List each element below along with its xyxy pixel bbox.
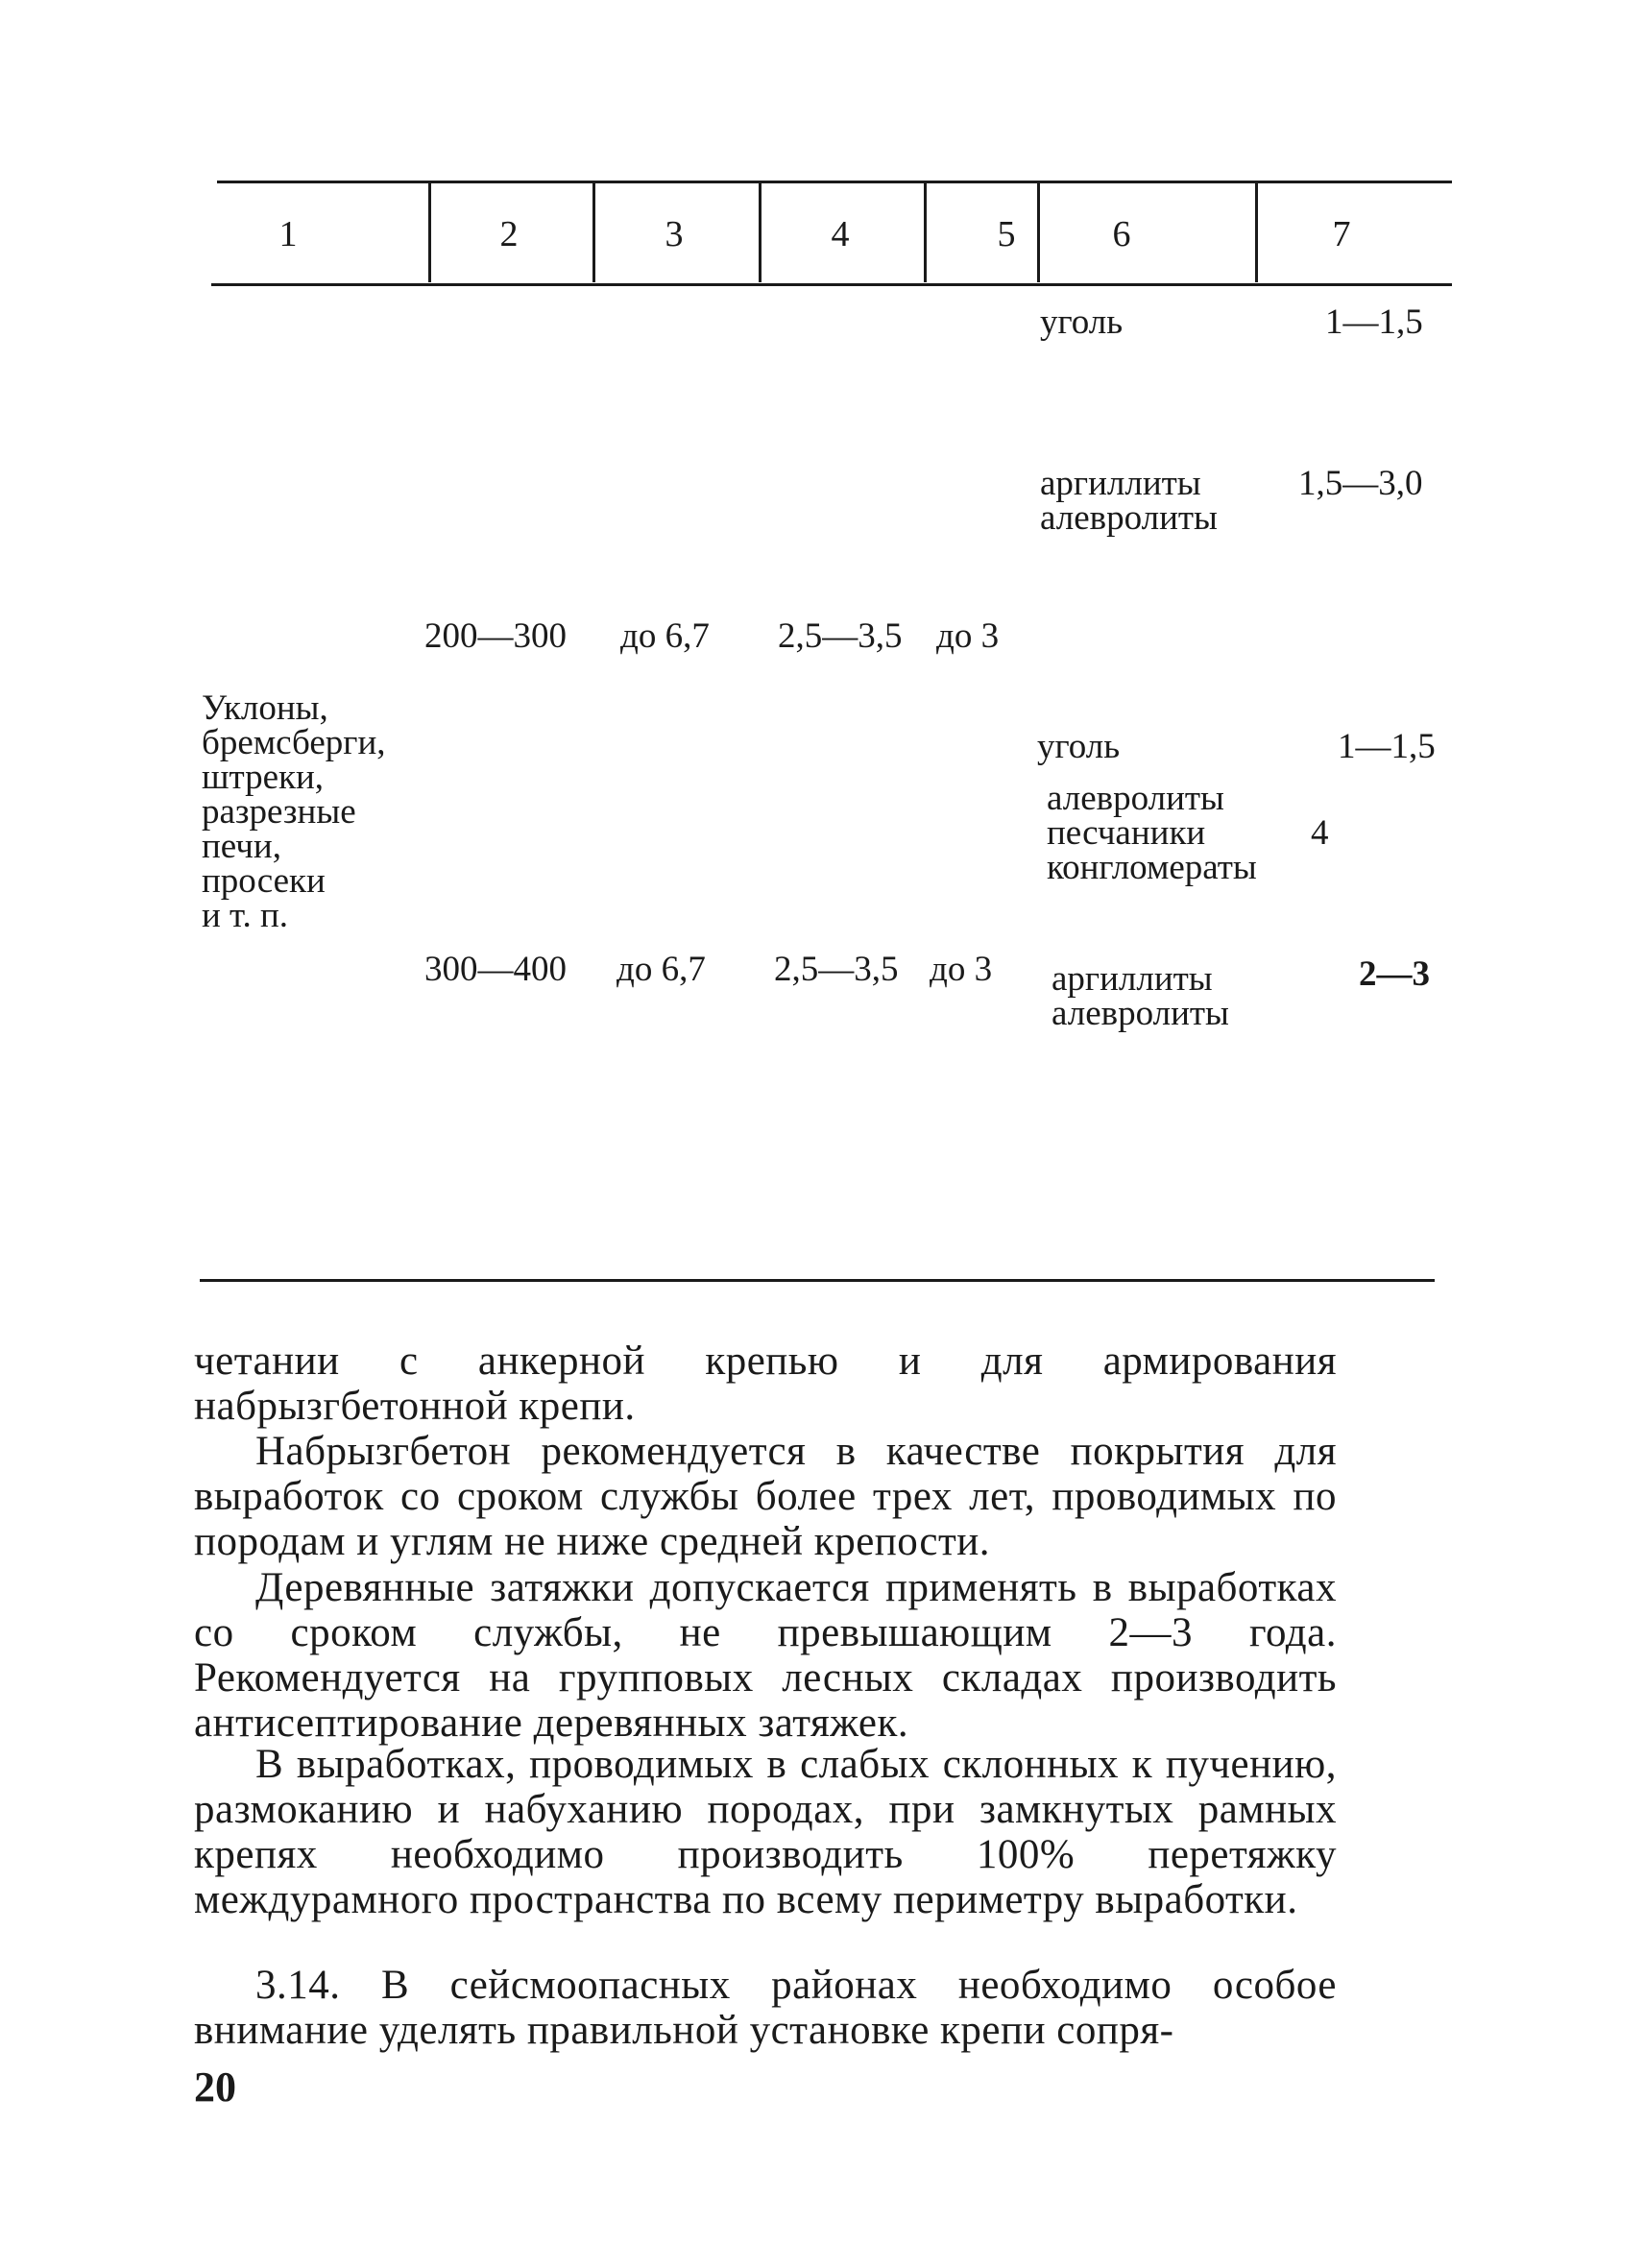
- column-header-1: 1: [278, 214, 298, 254]
- column-divider: [1037, 182, 1040, 282]
- column-header-4: 4: [831, 214, 850, 254]
- support-value: 2—3: [1359, 954, 1430, 994]
- excavation-type: и т. п.: [202, 896, 288, 935]
- excavation-type: штреки,: [202, 758, 325, 797]
- rock-type: аргиллиты: [1052, 959, 1213, 999]
- rock-type: алевролиты: [1047, 779, 1224, 818]
- support-value: 4: [1311, 813, 1329, 853]
- paragraph: Деревянные затяжки допускается применять в выработках со сроком службы, не превышающим 2—3 года. Рекомендуется на групповых лесных складах производить антисептирование деревянных затяжек.: [194, 1565, 1337, 1746]
- height-range: 2,5—3,5: [778, 616, 903, 656]
- excavation-type: просеки: [202, 861, 326, 901]
- height-range: 2,5—3,5: [774, 950, 899, 989]
- column-divider: [924, 182, 927, 282]
- column-header-5: 5: [997, 214, 1016, 254]
- depth-range: 300—400: [424, 950, 567, 989]
- rock-type: алевролиты: [1040, 498, 1218, 538]
- column-header-6: 6: [1112, 214, 1131, 254]
- support-value: 1—1,5: [1338, 727, 1436, 766]
- paragraph: Набрызгбетон рекомендуется в качестве покрытия для выработок со сроком службы более трех лет, проводимых по породам и углям не ниже средней крепости.: [194, 1429, 1337, 1564]
- table-bottom-rule: [200, 1279, 1435, 1282]
- service-life: до 3: [936, 616, 1000, 656]
- column-divider: [428, 182, 431, 282]
- table-header-rule: [211, 283, 1452, 286]
- rock-type: уголь: [1037, 727, 1121, 766]
- rock-type: конгломераты: [1047, 848, 1257, 887]
- excavation-type: Уклоны,: [202, 688, 328, 728]
- paragraph: четании с анкерной крепью и для армирования набрызгбетонной крепи.: [194, 1339, 1337, 1429]
- span-width: до 6,7: [620, 616, 710, 656]
- rock-type: уголь: [1040, 302, 1124, 342]
- support-value: 1—1,5: [1325, 302, 1423, 342]
- page-number: 20: [194, 2063, 236, 2111]
- depth-range: 200—300: [424, 616, 567, 656]
- column-divider: [592, 182, 595, 282]
- column-header-7: 7: [1332, 214, 1351, 254]
- excavation-type: печи,: [202, 827, 281, 866]
- span-width: до 6,7: [616, 950, 706, 989]
- table-top-rule: [217, 181, 1452, 183]
- service-life: до 3: [930, 950, 993, 989]
- support-value: 1,5—3,0: [1298, 464, 1423, 503]
- rock-type: песчаники: [1047, 813, 1206, 853]
- excavation-type: разрезные: [202, 792, 356, 832]
- paragraph: В выработках, проводимых в слабых склонных к пучению, размоканию и набуханию породах, при замкнутых рамных крепях необходимо производить 100% перетяжку междурамного пространства по всему периметру выработки.: [194, 1742, 1337, 1922]
- column-header-3: 3: [665, 214, 684, 254]
- rock-type: алевролиты: [1052, 994, 1229, 1033]
- excavation-type: бремсберги,: [202, 723, 386, 762]
- column-divider: [1255, 182, 1258, 282]
- rock-type: аргиллиты: [1040, 464, 1201, 503]
- column-divider: [759, 182, 762, 282]
- column-header-2: 2: [499, 214, 519, 254]
- paragraph: 3.14. В сейсмоопасных районах необходимо особое внимание уделять правильной установке крепи сопря-: [194, 1963, 1337, 2053]
